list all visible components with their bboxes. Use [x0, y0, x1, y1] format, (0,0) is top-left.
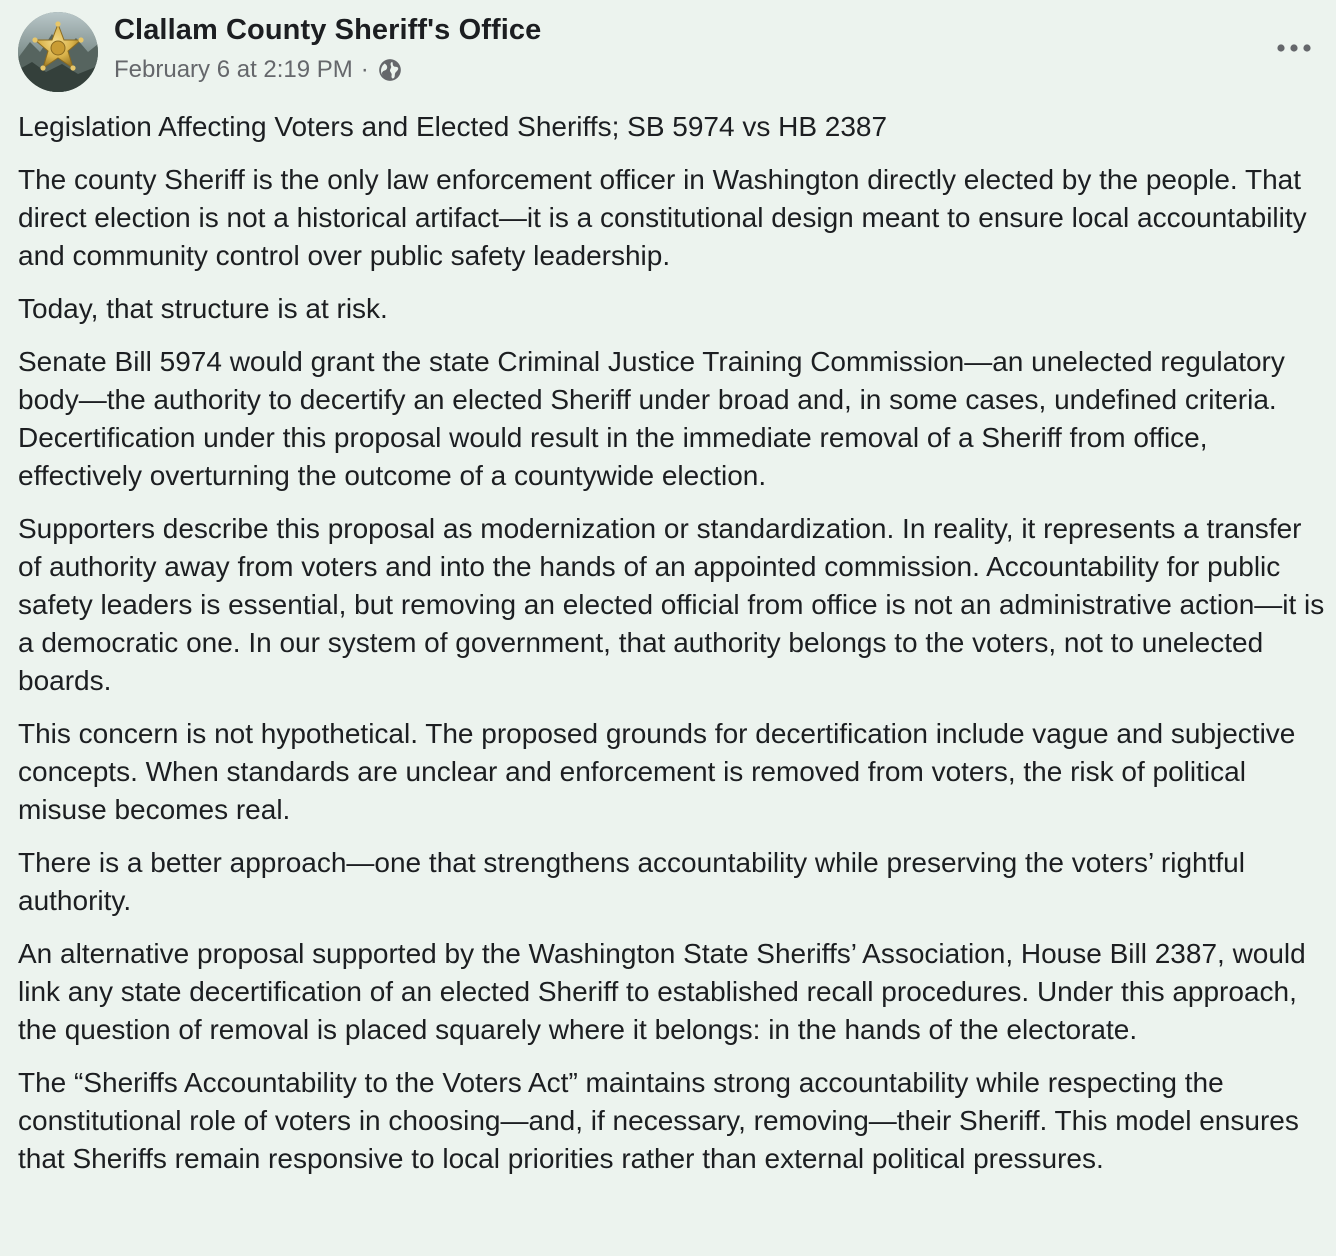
- more-options-icon: [1276, 43, 1312, 53]
- post-paragraph: This concern is not hypothetical. The proposed grounds for decertification include vague and subjective concepts. When standards are unclear and enforcement is removed from voters, the risk of political misuse becomes real.: [18, 718, 1296, 825]
- post-paragraph: The county Sheriff is the only law enforcement officer in Washington directly elected by the people. That direct election is not a historical artifact—it is a constitutional design meant to ensure local accountability and community control over public safety leadership.: [18, 164, 1307, 271]
- globe-icon[interactable]: [377, 57, 403, 83]
- post-meta: [114, 56, 403, 84]
- post-paragraph: An alternative proposal supported by the Washington State Sheriffs’ Association, House Bill 2387, would link any state decertification of an elected Sheriff to established recall procedures. Under this approach, the question of removal is placed squarely where it belongs: in the hands of the electorate.: [18, 938, 1306, 1045]
- post-paragraph: There is a better approach—one that strengthens accountability while preserving the voters’ rightful authority.: [18, 847, 1245, 916]
- post-paragraph: Senate Bill 5974 would grant the state Criminal Justice Training Commission—an unelected regulatory body—the authority to decertify an elected Sheriff under broad and, in some cases, undefined criteria. Decertification under this proposal would result in the immediate removal of a Sheriff from office, effectively overturning the outcome of a countywide election.: [18, 346, 1285, 491]
- post-paragraph: The “Sheriffs Accountability to the Voters Act” maintains strong accountability while respecting the constitutional role of voters in choosing—and, if necessary, removing—their Sheriff. This model ensures that Sheriffs remain responsive to local priorities rather than external political pressures.: [18, 1067, 1299, 1174]
- more-options-button[interactable]: [1274, 34, 1314, 62]
- post-timestamp[interactable]: February 6 at 2:19 PM: [114, 56, 353, 83]
- post-body: [18, 108, 1330, 1193]
- page-avatar[interactable]: [18, 12, 98, 92]
- post-paragraph: Supporters describe this proposal as modernization or standardization. In reality, it represents a transfer of authority away from voters and into the hands of an appointed commission. Accountability for public safety leaders is essential, but removing an elected official from office is not an administrative action—it is a democratic one. In our system of government, that authority belongs to the voters, not to unelected boards.: [18, 513, 1325, 696]
- post-paragraph-title: Legislation Affecting Voters and Elected Sheriffs; SB 5974 vs HB 2387: [18, 111, 888, 142]
- sheriff-star-icon: [18, 12, 98, 92]
- meta-separator: ·: [360, 56, 369, 83]
- post-paragraph: Today, that structure is at risk.: [18, 293, 388, 324]
- page-name-link[interactable]: Clallam County Sheriff's Office: [114, 14, 542, 46]
- post-header: [18, 12, 1318, 92]
